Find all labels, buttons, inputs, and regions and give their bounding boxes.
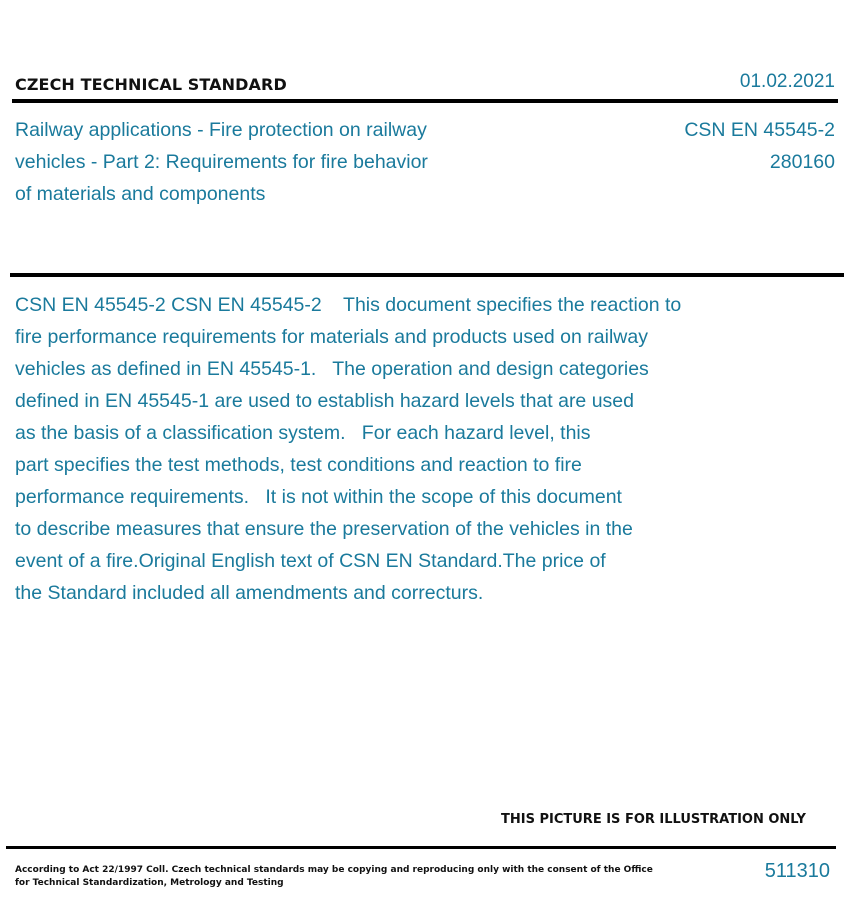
standard-description — [15, 289, 775, 609]
catalog-number: 511310 — [764, 860, 830, 882]
footer-divider — [6, 846, 836, 849]
standard-identifiers — [684, 114, 835, 178]
description-line: defined in EN 45545-1 are used to establish hazard levels that are used — [15, 390, 634, 412]
description-line: the Standard included all amendments and correcturs. — [15, 582, 484, 604]
title-line: Railway applications - Fire protection on railway — [15, 119, 427, 141]
description-line: CSN EN 45545-2 CSN EN 45545-2 This document specifies the reaction to — [15, 294, 682, 316]
title-line: vehicles - Part 2: Requirements for fire behavior — [15, 151, 428, 173]
header-divider — [12, 99, 838, 103]
description-line: fire performance requirements for materials and products used on railway — [15, 326, 648, 348]
description-line: as the basis of a classification system. For each hazard level, this — [15, 422, 591, 444]
publication-date: 01.02.2021 — [739, 71, 835, 92]
description-line: event of a fire.Original English text of CSN EN Standard.The price of — [15, 550, 606, 572]
illustration-note: THIS PICTURE IS FOR ILLUSTRATION ONLY — [501, 812, 806, 827]
description-line: vehicles as defined in EN 45545-1. The operation and design categories — [15, 358, 649, 380]
title-line: of materials and components — [15, 183, 266, 205]
class-number: 280160 — [769, 151, 835, 173]
section-divider — [10, 273, 844, 277]
standard-code: CSN EN 45545-2 — [684, 119, 835, 141]
legal-notice — [15, 864, 653, 890]
standard-title — [15, 114, 495, 210]
description-line: performance requirements. It is not within the scope of this document — [15, 486, 622, 508]
legal-line: for Technical Standardization, Metrology and Testing — [15, 878, 284, 888]
legal-line: According to Act 22/1997 Coll. Czech technical standards may be copying and reproducing only with the consent of the Office — [15, 865, 653, 875]
description-line: part specifies the test methods, test conditions and reaction to fire — [15, 454, 582, 476]
document-type-label: CZECH TECHNICAL STANDARD — [15, 75, 287, 94]
description-line: to describe measures that ensure the preservation of the vehicles in the — [15, 518, 633, 540]
